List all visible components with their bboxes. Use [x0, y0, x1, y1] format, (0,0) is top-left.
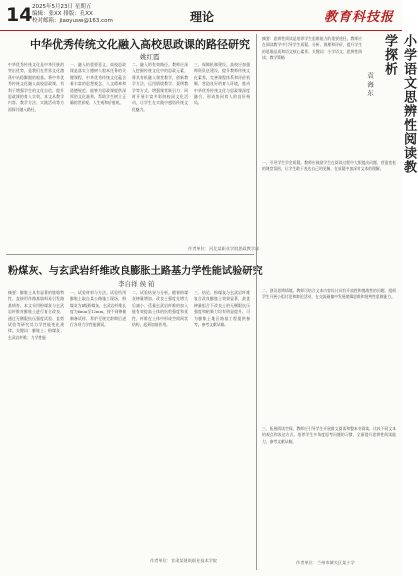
article1-column-1: 中华优秀传统文化是中华民族的突出优势，是我们在世界文化激荡中站稳脚跟的根基。将中华优秀传统文化融入高校思政课，有利于增强学生的文化自信，提升思政课的育人实效。本文从教学内容、教学方法、实践活动等方面探讨融入路径。: [8, 62, 64, 112]
article-divider: [6, 254, 254, 255]
article2-author-unit: 作者单位：甘肃某建筑职业技术学院: [150, 558, 218, 563]
section-title: 理论: [190, 10, 215, 24]
article2-column-1: 摘要：膨胀土具有显著的胀缩特性，直接用作路基填料易引发路基病害。本文采用粉煤灰与玄武岩纤维对膨胀土进行复合改良，通过无侧限抗压强度试验、直剪试验等研究其力学性能变化规律。关键词：膨胀土；粉煤灰；玄武岩纤维；力学性能: [8, 290, 64, 340]
article3-column-1: 摘要：思辨性阅读是培养学生思维能力的重要途径。教师应在阅读教学中引导学生质疑、分析、推理和评价，提升学生的思维品质和语文核心素养。关键词：小学语文；思辨性阅读；教学策略: [262, 36, 362, 61]
newspaper-logo: 教育科技报: [323, 10, 394, 25]
article3-author: 袁 海 东: [366, 72, 374, 96]
issue-date: 2025年5月23日 星期五: [32, 4, 92, 10]
article3-column-4: 三、拓展阅读空间。教师应引导学生开展群文阅读和整本书阅读，比较不同文本的观点和表达方式，培养学生多角度思考问题的习惯，全面提升思辨性阅读能力。参考文献从略。: [262, 426, 396, 444]
article1-title: 中华优秀传统文化融入高校思政课的路径研究: [30, 38, 250, 51]
article1-column-2: 一、融入的重要意义。高校思政课是落实立德树人根本任务的关键课程，中华优秀传统文化蕴含着丰富的思想观念、人文精神和道德规范，能够为思政课提供深厚的文化滋养，帮助学生树立正确的世界观、人生观和价值观。: [70, 62, 126, 106]
column-divider: [256, 34, 257, 570]
article2-title: 粉煤灰、与玄武岩纤维改良膨胀土路基力学性能试验研究: [8, 266, 263, 277]
page-number: 14: [6, 4, 33, 26]
article2-column-3: 二、试验结果与分析。随着粉煤灰掺量增加，改良土强度先增大后减小；适量玄武岩纤维的加入能有效提高土体的抗剪强度和延性，纤维在土体中形成空间网状结构，起到加筋作用。: [132, 290, 188, 328]
header-meta: [32, 4, 113, 25]
article2-column-2: 一、试验材料与方法。试验所用膨胀土取自某公路施工现场，粉煤灰为Ⅱ级粉煤灰，玄武岩纤维长度为6mm至12mm。按不同掺量制备试样，养护至规定龄期后进行各项力学性能测试。: [70, 290, 126, 328]
article3-author-unit: 作者单位：兰州市城关区某小学: [296, 560, 355, 565]
article1-column-4: 三、保障机制建设。高校应加强师资队伍建设，提升教师传统文化素养，完善课程体系和评价机制，营造良好的育人环境，推动中华优秀传统文化与思政课深度融合，形成协同育人的良好格局。: [194, 62, 250, 106]
article1-column-3: 二、融入的有效路径。教师应深入挖掘传统文化中的思政元素，将其有机融入课堂教学，创新教学方法，运用情境教学、案例教学等方式，增强课堂吸引力；同时开展丰富多彩的校园文化活动，让学生在实践中感悟传统文化魅力。: [132, 62, 188, 112]
article1-author: 姚红霞: [140, 53, 160, 61]
page-header: [0, 0, 402, 31]
editor-credits: 编辑：张XX 排版：孔XX: [32, 11, 93, 17]
article3-title: 小学语文思辨性阅读教学探析: [382, 34, 416, 174]
article2-column-4: 三、结论。粉煤灰与玄武岩纤维复合改良膨胀土效果显著，最优掺量组合下改良土的无侧限抗压强度和粘聚力均有明显提升，可为膨胀土地区路基工程提供参考。参考文献从略。: [194, 290, 250, 328]
article3-column-3: 二、创设思辨情境。教师可结合文本内容设计具有开放性和挑战性的问题，组织学生开展小组讨论和辩论活动，在交流碰撞中发展逻辑思维和批判性思维能力。: [262, 288, 396, 300]
article1-author-unit: 作者单位：河北某职业学院思政教学部: [188, 246, 260, 251]
contact-email: 校对邮箱：jiaoyusw@163.com: [32, 18, 113, 24]
article2-authors: 李自祥 侯 铂: [118, 280, 155, 288]
article3-column-2: 一、引导学生学会质疑。教师应鼓励学生在阅读过程中大胆提出问题，营造宽松的课堂氛围，让学生敢于表达自己的见解，在质疑中加深对文本的理解。: [262, 160, 396, 172]
